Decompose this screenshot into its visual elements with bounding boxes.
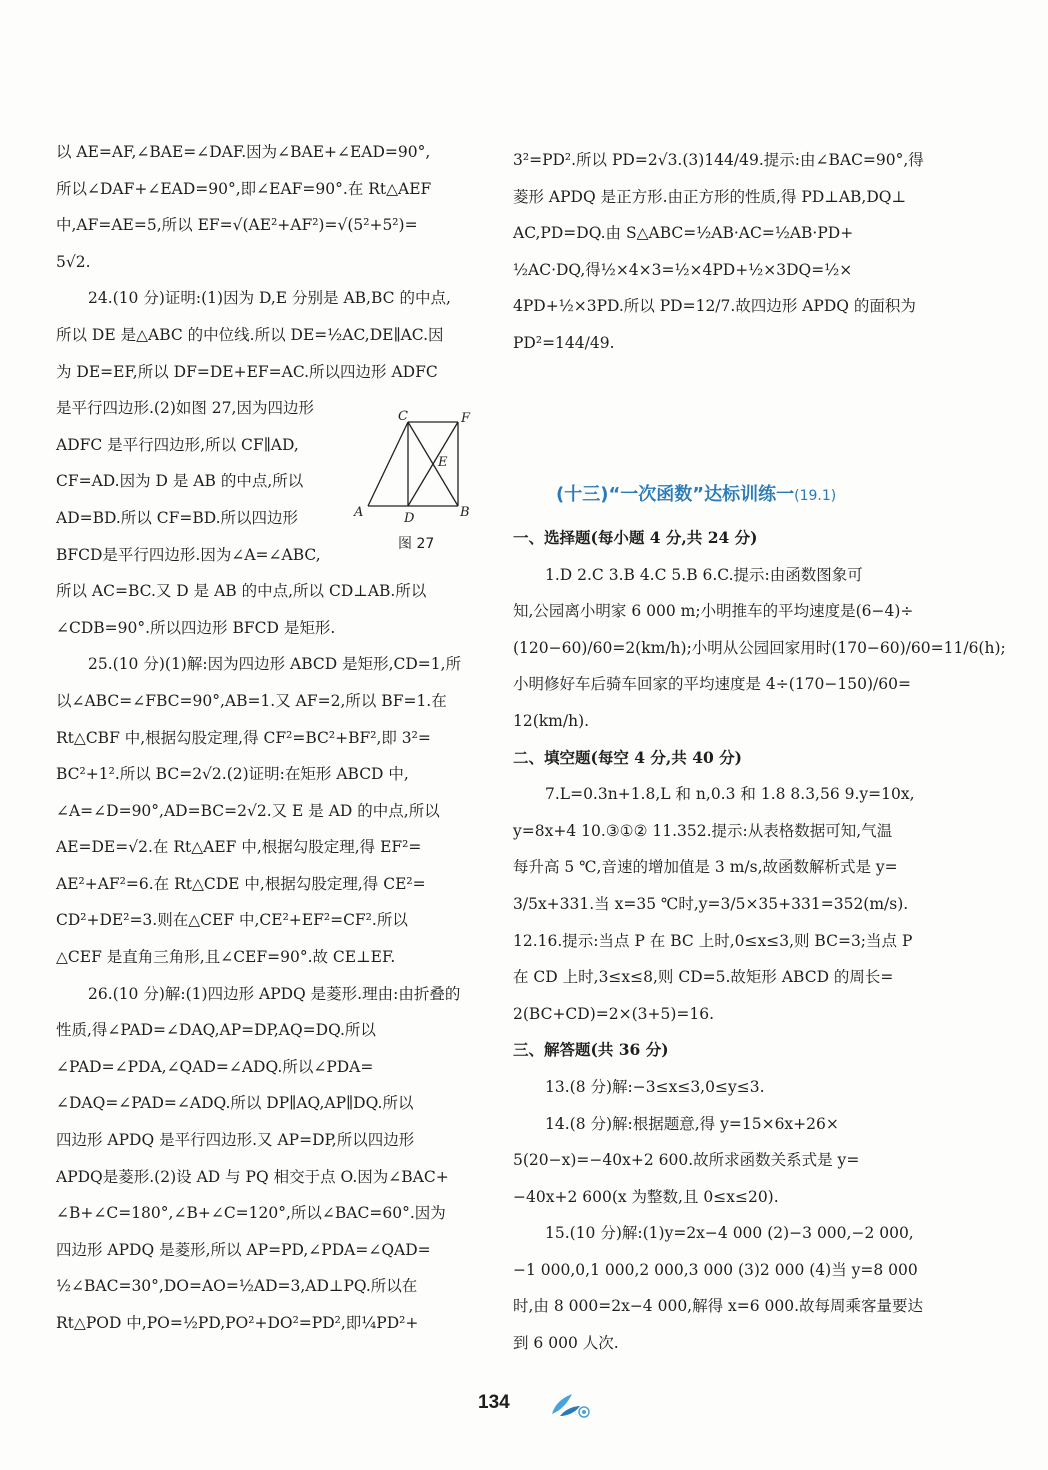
text-line: 为 DE=EF,所以 DF=DE+EF=AC.所以四边形 ADFC bbox=[56, 362, 438, 381]
text-line: 26.(10 分)解:(1)四边形 APDQ 是菱形.理由:由折叠的 bbox=[88, 984, 461, 1003]
text-line: 4PD+½×3PD.所以 PD=12/7.故四边形 APDQ 的面积为 bbox=[513, 297, 916, 316]
label-f: F bbox=[461, 411, 471, 426]
left-column bbox=[56, 134, 472, 1342]
text-line: ½∠BAC=30°,DO=AO=½AD=3,AD⊥PQ.所以在 bbox=[56, 1277, 418, 1296]
segment-ca bbox=[368, 422, 408, 506]
text-line: 到 6 000 人次. bbox=[513, 1334, 619, 1353]
text-line: −40x+2 600(x 为整数,且 0≤x≤20). bbox=[513, 1187, 779, 1206]
text-line: 小明修好车后骑车回家的平均速度是 4÷(170−150)/60= bbox=[513, 675, 911, 694]
text-line: PD²=144/49. bbox=[513, 333, 615, 352]
text-line: 3²=PD².所以 PD=2√3.(3)144/49.提示:由∠BAC=90°,得 bbox=[513, 151, 924, 169]
figure-caption: 图 27 bbox=[398, 536, 435, 552]
label-d: D bbox=[404, 511, 415, 526]
text-line: 以 AE=AF,∠BAE=∠DAF.因为∠BAE+∠EAD=90°, bbox=[56, 143, 431, 161]
text-line: 在 CD 上时,3≤x≤8,则 CD=5.故矩形 ABCD 的周长= bbox=[513, 968, 894, 987]
section-title bbox=[556, 480, 836, 506]
text-line: △CEF 是直角三角形,且∠CEF=90°.故 CE⊥EF. bbox=[56, 948, 396, 967]
text-line: 25.(10 分)(1)解:因为四边形 ABCD 是矩形,CD=1,所 bbox=[88, 655, 462, 674]
text-line: BC²+1².所以 BC=2√2.(2)证明:在矩形 ABCD 中, bbox=[56, 765, 409, 784]
text-line: ∠B+∠C=180°,∠B+∠C=120°,所以∠BAC=60°.因为 bbox=[56, 1204, 446, 1223]
text-line: ∠CDB=90°.所以四边形 BFCD 是矩形. bbox=[56, 618, 336, 637]
text-line: 一、选择题(每小题 4 分,共 24 分) bbox=[513, 528, 758, 547]
text-line: 5(20−x)=−40x+2 600.故所求函数关系式是 y= bbox=[513, 1151, 860, 1170]
text-line: Rt△POD 中,PO=½PD,PO²+DO²=PD²,即¼PD²+ bbox=[56, 1314, 419, 1332]
text-line: ∠PAD=∠PDA,∠QAD=∠ADQ.所以∠PDA= bbox=[56, 1057, 374, 1076]
text-line: 四边形 APDQ 是平行四边形.又 AP=DP,所以四边形 bbox=[56, 1131, 415, 1150]
text-line: 所以∠DAF+∠EAD=90°,即∠EAF=90°.在 Rt△AEF bbox=[56, 179, 432, 198]
text-line: AE=DE=√2.在 Rt△AEF 中,根据勾股定理,得 EF²= bbox=[56, 838, 422, 857]
page-number: 134 bbox=[478, 1392, 510, 1413]
text-line: (120−60)/60=2(km/h);小明从公园回家用时(170−60)/60=11/6(h); bbox=[513, 638, 1006, 657]
section-ref: (19.1) bbox=[794, 488, 837, 504]
text-line: CF=AD.因为 D 是 AB 的中点,所以 bbox=[56, 472, 304, 491]
text-line: BFCD是平行四边形.因为∠A=∠ABC, bbox=[56, 545, 321, 564]
text-line: 12(km/h). bbox=[513, 711, 590, 730]
text-line: 是平行四边形.(2)如图 27,因为四边形 bbox=[56, 399, 314, 418]
text-line: CD²+DE²=3.则在△CEF 中,CE²+EF²=CF².所以 bbox=[56, 911, 408, 930]
text-line: 5√2. bbox=[56, 252, 91, 271]
text-line: 3/5x+331.当 x=35 ℃时,y=3/5×35+331=352(m/s). bbox=[513, 894, 909, 913]
text-line: 14.(8 分)解:根据题意,得 y=15×6x+26× bbox=[545, 1114, 839, 1133]
text-line: −1 000,0,1 000,2 000,3 000 (3)2 000 (4)当 y=8 000 bbox=[513, 1260, 918, 1279]
text-line: AE²+AF²=6.在 Rt△CDE 中,根据勾股定理,得 CE²= bbox=[56, 874, 426, 893]
text-line: 三、解答题(共 36 分) bbox=[513, 1040, 669, 1060]
text-line: Rt△CBF 中,根据勾股定理,得 CF²=BC²+BF²,即 3²= bbox=[56, 728, 431, 747]
right-column-bottom bbox=[513, 520, 1006, 1362]
text-line: 13.(8 分)解:−3≤x≤3,0≤y≤3. bbox=[545, 1077, 765, 1096]
text-line: ½AC·DQ,得½×4×3=½×4PD+½×3DQ=½× bbox=[513, 260, 853, 279]
text-line: 15.(10 分)解:(1)y=2x−4 000 (2)−3 000,−2 000, bbox=[545, 1224, 914, 1243]
text-line: 菱形 APDQ 是正方形.由正方形的性质,得 PD⊥AB,DQ⊥ bbox=[513, 187, 907, 206]
text-line: 时,由 8 000=2x−4 000,解得 x=6 000.故每周乘客量要达 bbox=[513, 1297, 924, 1316]
text-line: 所以 AC=BC.又 D 是 AB 的中点,所以 CD⊥AB.所以 bbox=[56, 582, 427, 601]
text-line: 二、填空题(每空 4 分,共 40 分) bbox=[513, 747, 743, 767]
text-line: AC,PD=DQ.由 S△ABC=½AB·AC=½AB·PD+ bbox=[513, 224, 854, 243]
label-c: C bbox=[398, 409, 408, 424]
text-line: 性质,得∠PAD=∠DAQ,AP=DP,AQ=DQ.所以 bbox=[56, 1021, 376, 1040]
label-e: E bbox=[438, 455, 448, 470]
text-line: APDQ是菱形.(2)设 AD 与 PQ 相交于点 O.因为∠BAC+ bbox=[56, 1167, 449, 1186]
text-line: 12.16.提示:当点 P 在 BC 上时,0≤x≤3,则 BC=3;当点 P bbox=[513, 931, 913, 950]
text-line: 每升高 5 ℃,音速的增加值是 3 m/s,故函数解析式是 y= bbox=[513, 858, 898, 877]
text-line: ∠DAQ=∠PAD=∠ADQ.所以 DP∥AQ,AP∥DQ.所以 bbox=[56, 1094, 414, 1113]
text-line: 2(BC+CD)=2×(3+5)=16. bbox=[513, 1004, 715, 1023]
text-line: 四边形 APDQ 是菱形,所以 AP=PD,∠PDA=∠QAD= bbox=[56, 1240, 431, 1259]
text-line: 7.L=0.3n+1.8,L 和 n,0.3 和 1.8 8.3,56 9.y=10x, bbox=[545, 785, 915, 804]
text-line: AD=BD.所以 CF=BD.所以四边形 bbox=[56, 508, 299, 527]
right-column-top bbox=[513, 142, 924, 362]
label-b: B bbox=[460, 505, 470, 520]
text-line: 24.(10 分)证明:(1)因为 D,E 分别是 AB,BC 的中点, bbox=[88, 289, 451, 308]
text-line: ADFC 是平行四边形,所以 CF∥AD, bbox=[56, 435, 299, 454]
leaf-swirl-icon bbox=[546, 1390, 592, 1420]
text-line: ∠A=∠D=90°,AD=BC=2√2.又 E 是 AD 的中点,所以 bbox=[56, 801, 440, 820]
text-line: 1.D 2.C 3.B 4.C 5.B 6.C.提示:由函数图象可 bbox=[545, 565, 863, 584]
text-line: 知,公园离小明家 6 000 m;小明推车的平均速度是(6−4)÷ bbox=[513, 602, 914, 621]
text-line: 以∠ABC=∠FBC=90°,AB=1.又 AF=2,所以 BF=1.在 bbox=[56, 691, 447, 710]
label-a: A bbox=[354, 505, 364, 520]
section-title-text: (十三)“一次函数”达标训练一 bbox=[556, 484, 795, 505]
text-line: y=8x+4 10.③①② 11.352.提示:从表格数据可知,气温 bbox=[513, 821, 893, 840]
text-line: 所以 DE 是△ABC 的中位线.所以 DE=½AC,DE∥AC.因 bbox=[56, 325, 444, 344]
text-line: 中,AF=AE=5,所以 EF=√(AE²+AF²)=√(5²+5²)= bbox=[56, 216, 418, 235]
